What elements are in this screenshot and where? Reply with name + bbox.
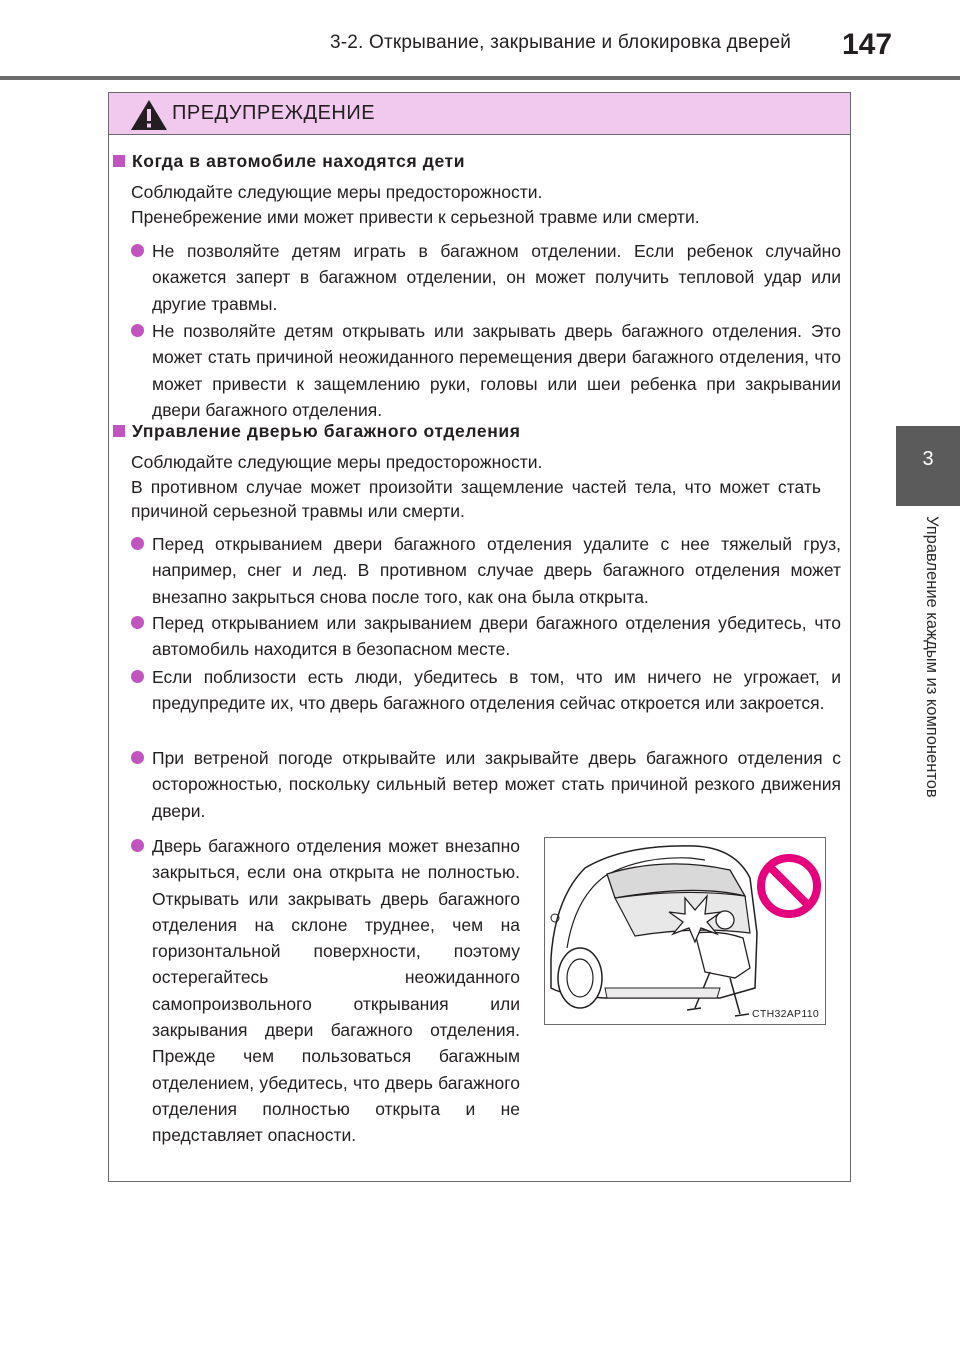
bullet-text: При ветреной погоде открывайте или закрывайте дверь багажного отделения с осторожностью, поскольку сильный ветер может стать причиной резкого движения двери. [152, 748, 841, 821]
bullet-text: Если поблизости есть люди, убедитесь в том, что им ничего не угрожает, и предупредите их, что дверь багажного отделения сейчас откроется или закроется. [152, 667, 841, 714]
prohibition-icon [755, 852, 823, 920]
square-bullet-icon [113, 425, 125, 437]
liftgate-illustration [544, 837, 826, 1025]
section-intro-line: В противном случае может произойти защемление частей тела, что может стать причиной серьезной травмы или смерти. [131, 477, 821, 521]
round-bullet-icon [131, 537, 144, 550]
bullet-text: Перед открыванием или закрыванием двери багажного отделения убедитесь, что автомобиль находится в безопасном месте. [152, 613, 841, 660]
page-number: 147 [842, 28, 893, 61]
header-section-title: 3-2. Открывание, закрывание и блокировка дверей [330, 32, 792, 53]
chapter-tab-number: 3 [922, 448, 934, 470]
bullet-text: Не позволяйте детям играть в багажном отделении. Если ребенок случайно окажется заперт в багажном отделении, он может получить тепловой удар или другие травмы. [152, 241, 841, 314]
round-bullet-icon [131, 839, 144, 852]
bullet-text: Перед открыванием двери багажного отделения удалите с нее тяжелый груз, например, снег и лед. В противном случае дверь багажного отделения может внезапно закрыться снова после того, как она была открыта. [152, 534, 841, 607]
round-bullet-icon [131, 324, 144, 337]
chapter-side-label: Управление каждым из компонентов [923, 516, 941, 798]
round-bullet-icon [131, 670, 144, 683]
section-intro-line: Соблюдайте следующие меры предосторожности. [131, 452, 543, 472]
bullet-text: Не позволяйте детям открывать или закрывать дверь багажного отделения. Это может стать причиной неожиданного перемещения двери багажного отделения, что может привести к защемлению руки, головы или шеи ребенка при закрывании двери багажного отделения. [152, 321, 841, 420]
warning-header [109, 93, 850, 135]
section-heading: Управление дверью багажного отделения [113, 421, 521, 442]
chapter-tab [896, 426, 960, 506]
warning-title: ПРЕДУПРЕЖДЕНИЕ [172, 102, 376, 124]
round-bullet-icon [131, 244, 144, 257]
bullet-text: Дверь багажного отделения может внезапно закрыться, если она открыта не полностью. Открывать или закрывать дверь багажного отделения на склоне труднее, чем на горизонтальной поверхности, поэтому остерегайтесь неожиданного самопроизвольного открывания или закрывания двери багажного отделения. Прежде чем пользоваться багажным отделением, убедитесь, что дверь багажного отделения полностью открыта и не представляет опасности. [152, 836, 520, 1146]
section-heading: Когда в автомобиле находятся дети [113, 151, 465, 172]
round-bullet-icon [131, 616, 144, 629]
figure-code: CTH32AP110 [751, 1008, 819, 1020]
square-bullet-icon [113, 155, 125, 167]
round-bullet-icon [131, 751, 144, 764]
warning-triangle-icon [129, 98, 169, 132]
header-rule [0, 76, 960, 80]
section-intro-line: Пренебрежение ими может привести к серьезной травме или смерти. [131, 207, 700, 227]
section-intro-line: Соблюдайте следующие меры предосторожности. [131, 182, 543, 202]
